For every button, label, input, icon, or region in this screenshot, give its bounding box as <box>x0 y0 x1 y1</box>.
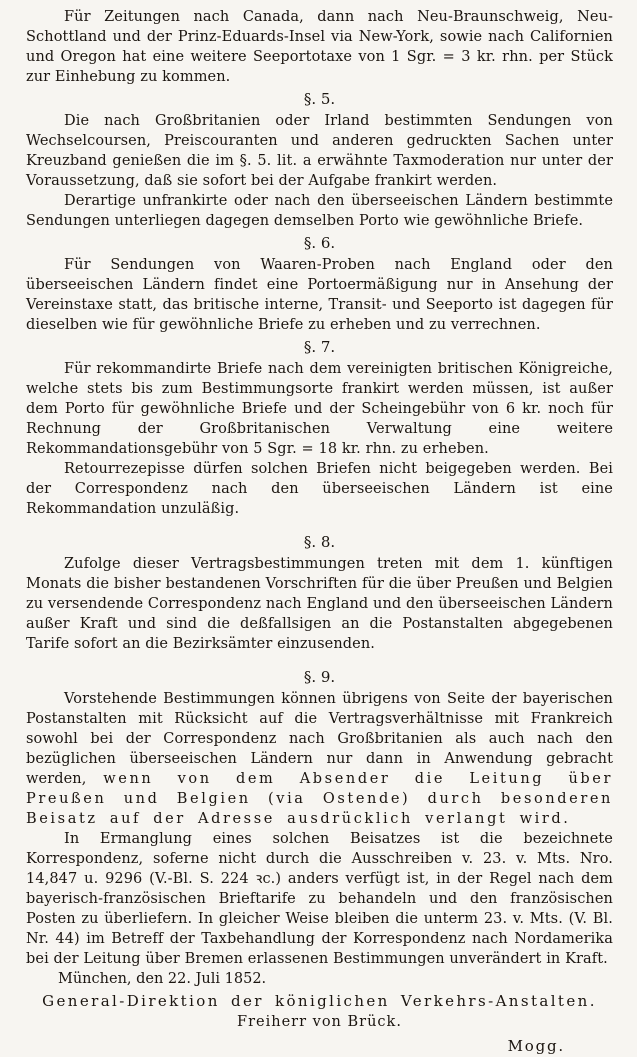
section-8-paragraph-1: Zufolge dieser Vertragsbestimmungen treten mit dem 1. künftigen Monats die bisher bestandenen Vorschriften für die über Preußen und Belgien zu versendende Correspondenz nach England und den überseeischen Ländern außer Kraft und sind die deßfallsigen an die Postanstalten abgegebenen Tarife sofort an die Bezirksämter einzusenden. <box>26 556 613 652</box>
section-5-paragraph-1: Die nach Großbritanien oder Irland bestimmten Sendungen von Wechselcoursen, Preiscouranten und anderen gedruckten Sachen unter Kreuzband genießen die im §. 5. lit. a erwähnte Taxmoderation nur unter der Voraussetzung, daß sie sofort bei der Aufgabe frankirt werden. <box>26 113 613 189</box>
section-heading-9: §. 9. <box>303 668 336 686</box>
signature-line: Freiherr von Brück. <box>237 1014 402 1030</box>
section-7-paragraph-1: Für rekommandirte Briefe nach dem vereinigten britischen Königreiche, welche stets bis zum Bestimmungsorte frankirt werden müssen, ist außer dem Porto für gewöhnliche Briefe und der Scheingebühr von 6 kr. noch für Rechnung der Großbritanischen Verwaltung eine weitere Rekommandationsgebühr von 5 Sgr. = 18 kr. rhn. zu erheben. <box>26 361 613 457</box>
section-9-paragraph-1-emphasis: wenn von dem Absender die Leitung über Preußen und Belgien (via Ostende) durch besonderen Beisatz auf der Adresse ausdrücklich verlangt wird. <box>26 771 613 827</box>
section-9-paragraph-1-lead: Vorstehende Bestimmungen können übrigens von Seite der bayerischen Postanstalten mit Rücksicht auf die Vertragsverhältnisse mit Frankreich sowohl bei der Correspondenz nach Großbritanien als auch nach den bezüglichen überseeischen Ländern nur dann in Anwendung gebracht werden, <box>26 691 613 787</box>
issuing-authority: General-Direktion der königlichen Verkehrs-Anstalten. <box>42 992 597 1010</box>
section-heading-5: §. 5. <box>303 90 336 108</box>
section-5-paragraph-2: Derartige unfrankirte oder nach den überseeischen Ländern bestimmte Sendungen unterliegen dagegen demselben Porto wie gewöhnliche Briefe. <box>26 193 613 229</box>
section-6-paragraph-1: Für Sendungen von Waaren-Proben nach England oder den überseeischen Ländern findet eine Portoermäßigung nur in Ansehung der Vereinstaxe statt, das britische interne, Transit- und Seeporto ist dagegen für dieselben wie für gewöhnliche Briefe zu erheben und zu verrechnen. <box>26 257 613 333</box>
section-9-paragraph-1 <box>26 689 613 829</box>
section-9-paragraph-2: In Ermanglung eines solchen Beisatzes ist die bezeichnete Korrespondenz, soferne nicht durch die Ausschreiben v. 23. v. Mts. Nro. 14,847 u. 9296 (V.-Bl. S. 224 ꝛc.) anders verfügt ist, in der Regel nach dem bayerisch-französischen Brieftarife zu behandeln und den französischen Posten zu überliefern. In gleicher Weise bleiben die unterm 23. v. Mts. (V. Bl. Nr. 44) im Betreff der Taxbehandlung der Korrespondenz nach Nordamerika bei der Leitung über Bremen erlassenen Bestimmungen unverändert in Kraft. <box>26 831 613 967</box>
section-heading-6: §. 6. <box>303 234 336 252</box>
dateline: München, den 22. Juli 1852. <box>58 971 267 987</box>
section-heading-7: §. 7. <box>303 338 336 356</box>
clerk-name: Mogg. <box>507 1037 565 1055</box>
section-7-paragraph-2: Retourrezepisse dürfen solchen Briefen nicht beigegeben werden. Bei der Correspondenz nach den überseeischen Ländern ist eine Rekommandation unzuläßig. <box>26 461 613 517</box>
intro-paragraph: Für Zeitungen nach Canada, dann nach Neu-Braunschweig, Neu-Schottland und der Prinz-Eduards-Insel via New-York, sowie nach Californien und Oregon hat eine weitere Seeportotaxe von 1 Sgr. = 3 kr. rhn. per Stück zur Einhebung zu kommen. <box>26 9 613 85</box>
section-heading-8: §. 8. <box>303 533 336 551</box>
